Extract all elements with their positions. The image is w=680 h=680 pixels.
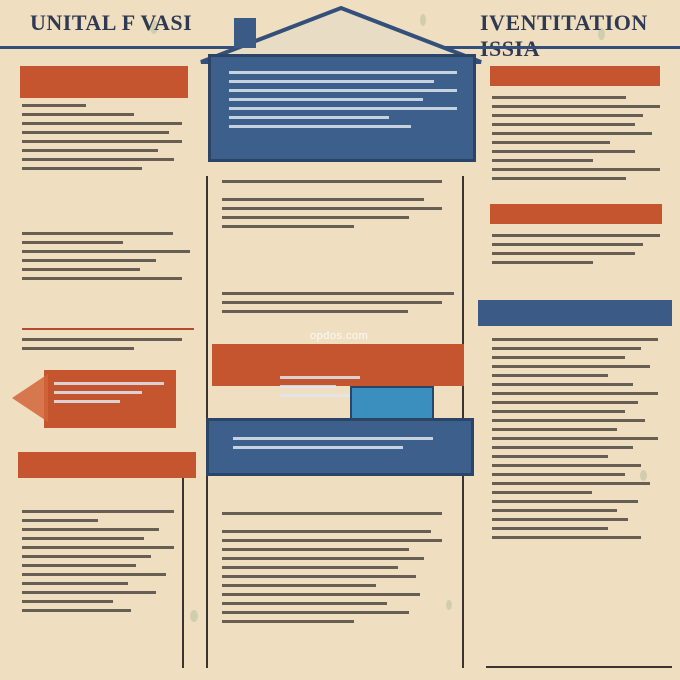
- left-block-3: [22, 338, 182, 356]
- center-blue-strip: [206, 418, 474, 476]
- left-top-banner: [20, 66, 188, 98]
- right-top-banner: [490, 66, 660, 86]
- center-block-1: [222, 180, 442, 234]
- right-title: IVENTITATION: [480, 10, 648, 35]
- center-block-2: [222, 292, 454, 319]
- left-orange-text: [54, 382, 164, 409]
- left-block-4: [22, 510, 174, 618]
- right-block-1: [492, 96, 660, 186]
- left-divider: [22, 328, 194, 330]
- arrow-icon: [12, 370, 52, 426]
- left-block-1: [22, 104, 182, 176]
- right-block-3: [492, 338, 658, 545]
- left-block-2: [22, 232, 190, 286]
- right-block-2: [492, 234, 660, 270]
- right-blue-banner: [478, 300, 672, 326]
- left-vertical-rule: [182, 478, 184, 668]
- left-title: UNITAL F VASI: [30, 10, 193, 35]
- center-orange-text: [280, 376, 360, 403]
- center-block-3: [222, 512, 442, 629]
- left-mid-banner: [18, 452, 196, 478]
- watermark: opdos.com: [310, 330, 369, 342]
- right-bottom-rule: [486, 666, 672, 668]
- right-mid-banner: [490, 204, 662, 224]
- top-center-panel: [208, 54, 476, 162]
